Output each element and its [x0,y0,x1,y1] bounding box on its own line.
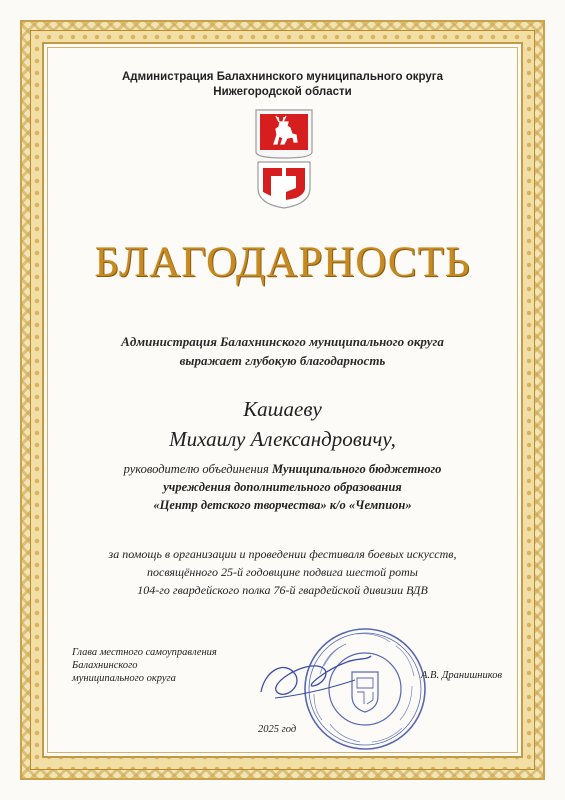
coat-of-arms-deer-icon [252,108,316,210]
recipient-name: Михаилу Александровичу, [169,427,396,451]
intro-line-1: Администрация Балахнинского муниципального округа [121,334,444,349]
signatory-title-line-3: муниципального округа [72,673,176,684]
issuer-line-2: Нижегородской области [213,86,352,98]
organization-line-3: «Центр детского творчества» к/о «Чемпион» [153,498,412,512]
intro-line-2: выражает глубокую благодарность [179,353,386,368]
organization-line-1: Муниципального бюджетного [271,462,442,476]
reason-line-3: 104-го гвардейского полка 76-й гвардейской дивизии ВДВ [137,583,428,597]
signatory-title-line-1: Глава местного самоуправления [72,647,217,658]
handwritten-signature [255,640,375,710]
issuer-line-1: Администрация Балахнинского муниципального округа [122,71,443,83]
reason-text [0,545,565,599]
organization-line-2: учреждения дополнительного образования [163,480,402,494]
issue-year: 2025 год [258,724,297,735]
signatory-title-line-2: Балахнинского [72,660,138,671]
reason-line-2: посвящённого 25-й годовщине подвига шестой роты [147,565,418,579]
certificate-title: БЛАГОДАРНОСТЬ [94,239,471,286]
signatory-title [72,646,217,685]
issuer-header [0,70,565,100]
recipient-position [0,460,565,514]
reason-line-1: за помощь в организации и проведении фестиваля боевых искусств, [108,547,457,561]
recipient-surname: Кашаеву [243,397,322,421]
intro-text [0,332,565,370]
position-prefix: руководителю объединения [123,462,272,476]
signatory-name: А.В. Дранишников [421,670,503,681]
